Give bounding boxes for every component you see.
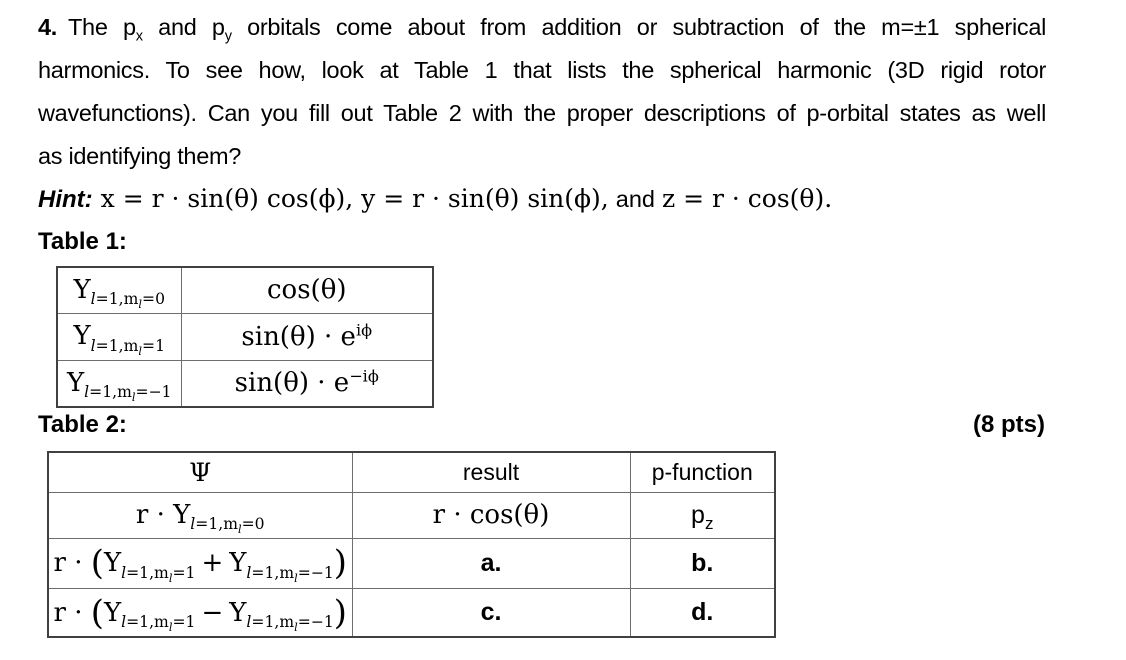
- question-line1-a: The p: [68, 14, 136, 40]
- table2-row-diff: [48, 588, 775, 637]
- formula-sin-theta-e-iphi: $\sin(\theta) \cdot e^{i\phi}$: [241, 319, 373, 352]
- psi-symbol: Ψ: [189, 457, 212, 487]
- hint-line: [38, 184, 832, 214]
- hint-math-b: z = r · cos(θ).: [661, 184, 833, 213]
- formula-r-Y-m0: $r \cdot Y_{l=1,m_l=0}$: [135, 499, 265, 537]
- table1-cell-label-m0: [57, 267, 181, 313]
- blank-c-label: c.: [480, 597, 502, 626]
- table-2: [47, 451, 776, 638]
- hint-math-a: x = r · sin(θ) cos(ϕ), y = r · sin(θ) sin(ϕ),: [100, 184, 609, 213]
- formula-r-sum-Y: $r \cdot (Y_{l=1,m_l=1} + Y_{l=1,m_l=-1})$: [53, 543, 347, 585]
- formula-sin-theta-e-neg-iphi: $\sin(\theta) \cdot e^{-i\phi}$: [234, 366, 379, 399]
- table2-cell-blank-a: [352, 538, 630, 588]
- question-text-justified: [38, 6, 1046, 135]
- question-line1-c: orbitals come about from addition or subtraction of the m=±1 spherical: [231, 14, 1047, 40]
- formula-r-cos-theta: r · cos(θ): [432, 500, 550, 530]
- pz-orbital-label: $p_z$: [691, 500, 714, 533]
- question-line2: harmonics. To see how, look at Table 1 that lists the spherical harmonic (3D rigid rotor: [38, 57, 1046, 83]
- table-1: [56, 266, 434, 408]
- blank-d-label: d.: [691, 597, 714, 626]
- question-line3: wavefunctions). Can you fill out Table 2 with the proper descriptions of p-orbital states as well: [38, 100, 1046, 126]
- hint-conjunction: and: [615, 186, 655, 212]
- table2-cell-psi-sum: [48, 538, 352, 588]
- formula-r-diff-Y: $r \cdot (Y_{l=1,m_l=1} - Y_{l=1,m_l=-1})$: [53, 592, 347, 634]
- table2-cell-blank-d: [630, 588, 775, 637]
- px-subscript: x: [135, 28, 143, 45]
- blank-b-label: b.: [691, 548, 714, 577]
- spherical-harmonic-Y-mneg1: $Y_{l=1,m_l=-1}$: [66, 368, 172, 405]
- table2-cell-blank-c: [352, 588, 630, 637]
- py-subscript: y: [224, 28, 232, 45]
- table2-cell-psi-m0: [48, 492, 352, 538]
- table2-header-pfunction: p-function: [630, 452, 775, 492]
- table2-cell-result-rcos: [352, 492, 630, 538]
- formula-cos-theta: cos(θ): [267, 275, 347, 306]
- spherical-harmonic-Y-m1: $Y_{l=1,m_l=1}$: [73, 321, 165, 358]
- table1-row-m1: [57, 313, 433, 360]
- table1-heading: Table 1:: [38, 228, 127, 255]
- table2-header-psi: [48, 452, 352, 492]
- spherical-harmonic-Y-m0: $Y_{l=1,m_l=0}$: [73, 275, 165, 312]
- blank-a-label: a.: [480, 548, 502, 577]
- table2-heading: Table 2:: [38, 411, 127, 438]
- table2-row-pz: [48, 492, 775, 538]
- table2-header-result: result: [352, 452, 630, 492]
- table2-cell-pz: [630, 492, 775, 538]
- table1-row-m0: [57, 267, 433, 313]
- table1-cell-value-m1: [181, 313, 433, 360]
- table1-cell-value-m0: [181, 267, 433, 313]
- table2-header-row: [48, 452, 775, 492]
- table1-row-mneg1: [57, 360, 433, 407]
- table1-cell-label-mneg1: [57, 360, 181, 407]
- hint-label: Hint:: [38, 186, 93, 213]
- question-number: 4.: [38, 14, 57, 40]
- question-line4: as identifying them?: [38, 143, 242, 169]
- question-paragraph: [38, 6, 1046, 178]
- table2-cell-psi-diff: [48, 588, 352, 637]
- question-line1-b: and p: [142, 14, 225, 40]
- table1-cell-value-mneg1: [181, 360, 433, 407]
- table2-cell-blank-b: [630, 538, 775, 588]
- points-label: (8 pts): [973, 411, 1045, 438]
- table2-row-sum: [48, 538, 775, 588]
- table1-cell-label-m1: [57, 313, 181, 360]
